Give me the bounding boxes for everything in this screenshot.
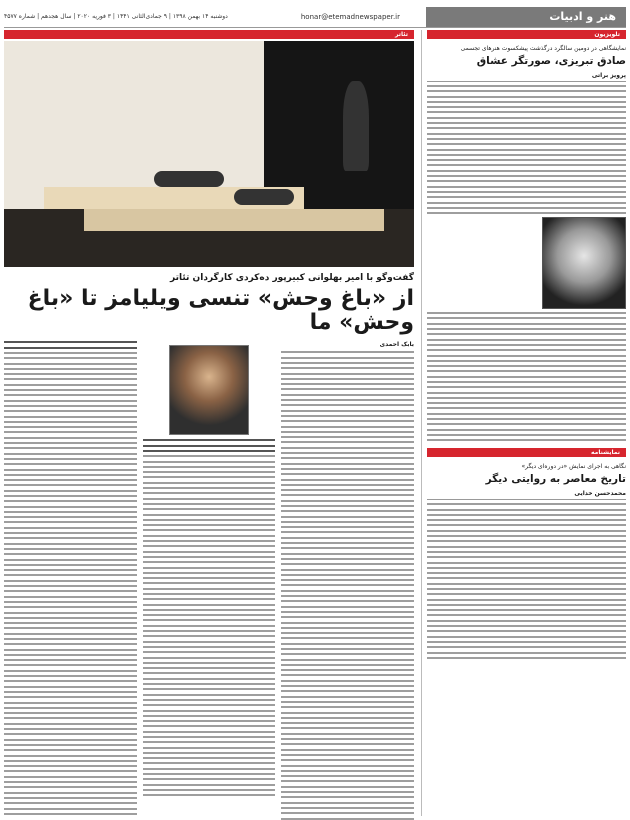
artist-portrait-photo	[542, 217, 626, 309]
right-story-body	[427, 85, 626, 214]
right-story-tag: تلویزیون	[427, 30, 626, 39]
right-column	[421, 30, 626, 816]
right-story-kicker: نمایشگاهی در دومین سالگرد درگذشت پیشکسوت هنرهای تجسمی	[460, 45, 626, 52]
theater-stage-photo	[4, 41, 414, 267]
second-story-author	[427, 490, 626, 500]
right-story-headline: صادق تبریزی، صورتگر عشاق	[476, 55, 626, 67]
email-address: honar@etemadnewspaper.ir	[300, 12, 400, 21]
left-story-author: بابک احمدی	[379, 341, 414, 349]
second-story-author-name: محمدحسن خدایی	[574, 490, 626, 498]
right-story-author	[427, 72, 626, 82]
second-story-tag: نمایشنامه	[427, 448, 626, 457]
interview-subtitle: گفت‌وگو با امیر بهلوانی کبیرپور ده‌کردی کارگردان تئاتر	[170, 273, 414, 283]
main-headline: از «باغ وحش» تنسی ویلیامز تا «باغ وحش» ما	[27, 286, 414, 336]
masthead	[4, 6, 626, 28]
right-story-author-name: پرویز براتی	[591, 72, 626, 79]
left-column	[4, 30, 414, 816]
director-portrait-photo	[169, 345, 249, 435]
second-story-kicker: نگاهی به اجرای نمایش «در دوره‌ای دیگر»	[521, 463, 626, 471]
dateline: دوشنبه ۱۴ بهمن ۱۳۹۸ | ۹ جمادی‌الثانی ۱۴۴۱ | ۳ فوریه ۲۰۲۰ | سال هجدهم | شماره ۴۵۷۷	[4, 13, 228, 20]
section-title: هنر و ادبیات	[426, 7, 626, 27]
second-story-headline: تاریخ معاصر به روایتی دیگر	[485, 473, 626, 486]
article-columns	[4, 341, 414, 820]
second-story-body	[427, 503, 626, 659]
left-story-tag: تئاتر	[4, 30, 414, 39]
